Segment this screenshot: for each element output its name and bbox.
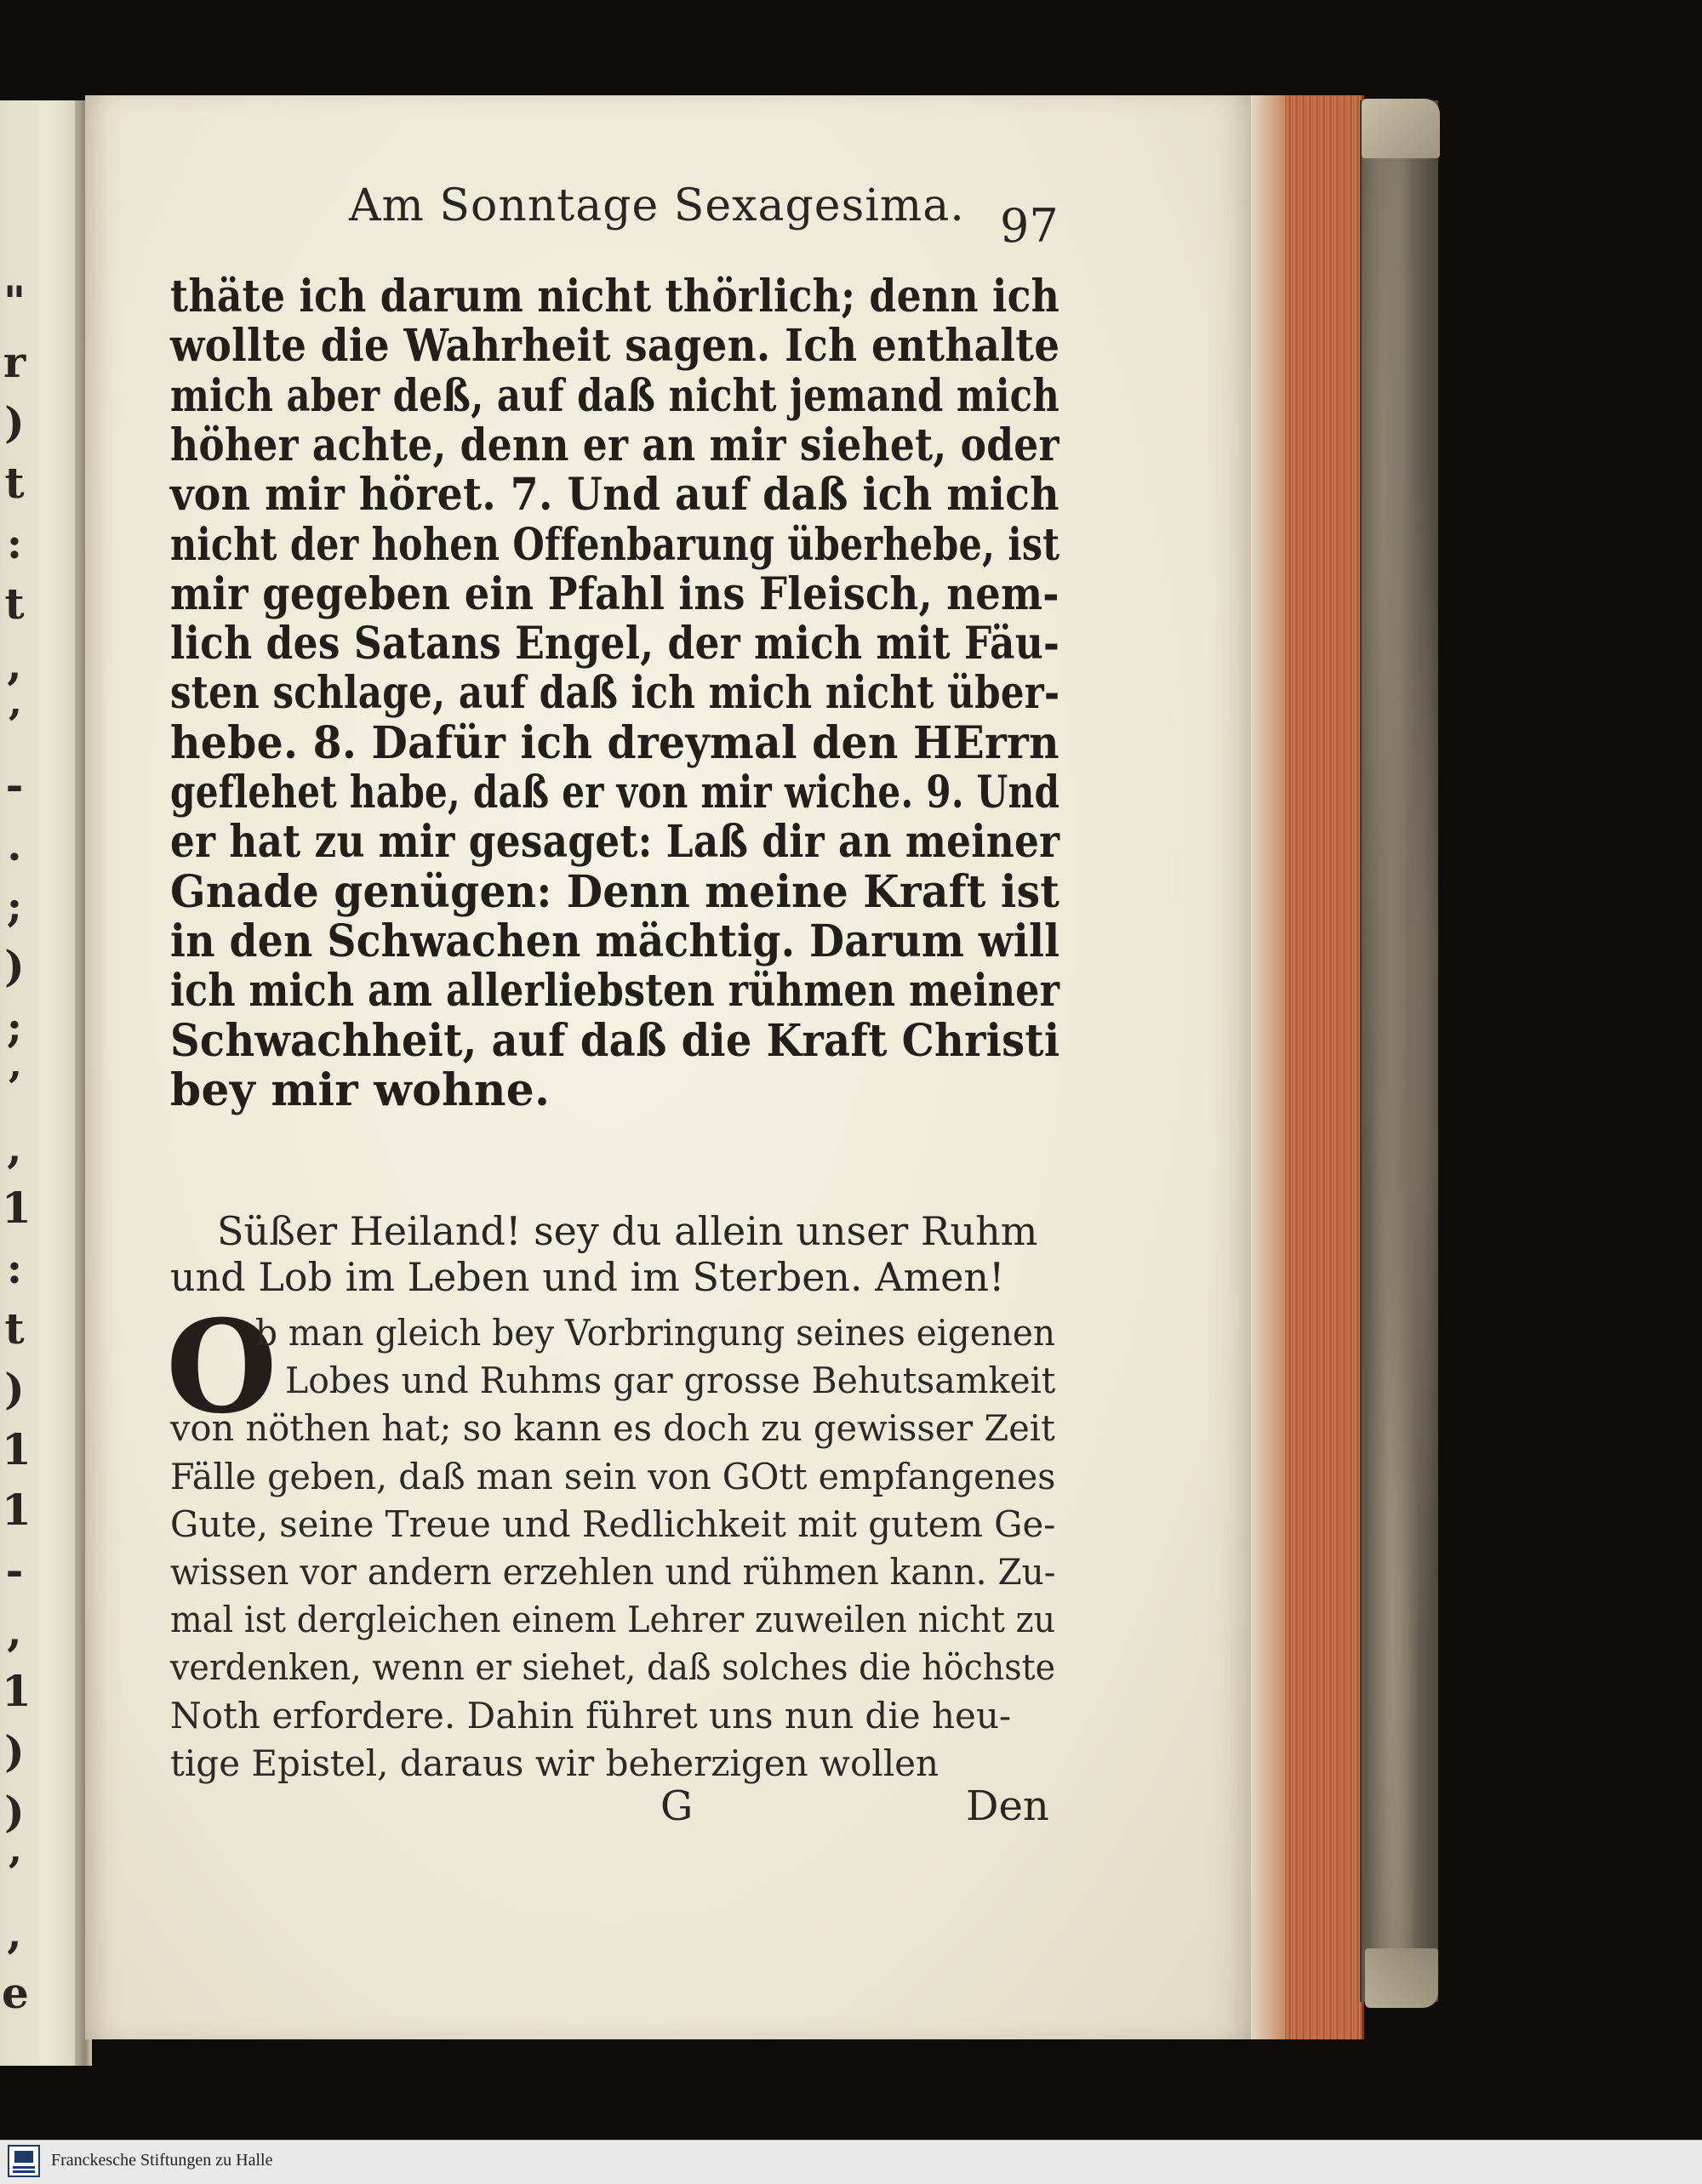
quote-line: thäte ich darum nicht thörlich; denn ich — [170, 271, 1060, 322]
left-page-fragment: 1 — [2, 1666, 31, 1716]
quote-line: von mir höret. 7. Und auf daß ich mich — [170, 469, 1059, 522]
quote-line: höher achte, denn er an mir siehet, oder — [170, 419, 1059, 471]
quote-line: nicht der hohen Offenbarung überhebe, ist — [170, 518, 1060, 571]
quote-line: Schwachheit, auf daß die Kraft Christi — [170, 1014, 1060, 1067]
left-page-fragment: : — [6, 518, 23, 568]
catchword: Den — [966, 1782, 1049, 1830]
left-page-fragment: : — [6, 1243, 23, 1293]
quote-line: in den Schwachen mächtig. Darum will — [170, 915, 1060, 967]
left-page-fragment: 1 — [2, 1183, 31, 1233]
left-page-fragment: ) — [4, 941, 25, 991]
left-page-fragment: " — [3, 277, 26, 327]
left-page-fragment: ) — [4, 1726, 25, 1776]
left-page-fragment: ; — [6, 881, 23, 931]
quote-line: bey mir wohne. — [170, 1063, 551, 1116]
body-line: Noth erfordere. Dahin führet uns nun die heu‑ — [170, 1694, 1012, 1736]
left-page-fragment: t — [4, 458, 25, 508]
body-line: Gute, seine Treue und Redlichkeit mit gutem Ge‑ — [170, 1503, 1056, 1545]
body-line: mal ist dergleichen einem Lehrer zuweilen nicht zu — [170, 1599, 1056, 1641]
left-page-fragment: ’ — [7, 1847, 22, 1897]
left-page-fragment: 1 — [2, 1424, 31, 1474]
left-page-fragment: ’ — [7, 699, 22, 750]
quote-line: hebe. 8. Dafür ich dreymal den HErrn — [170, 716, 1059, 769]
body-line: Lobes und Ruhms gar grosse Behutsamkeit — [285, 1360, 1056, 1402]
quote-line: lich des Satans Engel, der mich mit Fäu‑ — [170, 618, 1060, 670]
left-page-fragment: e — [2, 1968, 29, 2018]
marbled-cover — [1360, 100, 1438, 2002]
page-edge-highlight — [1251, 95, 1285, 2039]
left-page-fragment: t — [4, 579, 25, 629]
running-head: Am Sonntage Sexagesima. — [349, 180, 965, 231]
left-page-fragment: ) — [4, 1787, 25, 1837]
quote-line: sten schlage, auf daß ich mich nicht über‑ — [170, 667, 1060, 720]
prayer-line: und Lob im Leben und im Sterben. Amen! — [170, 1254, 1005, 1300]
body-line: von nöthen hat; so kann es doch zu gewisser Zeit — [170, 1407, 1055, 1450]
left-page-fragment: , — [7, 1605, 22, 1656]
left-page-fragment: - — [5, 760, 24, 810]
left-page-fragment: r — [3, 337, 26, 387]
quote-line: mich aber deß, auf daß nicht jemand mich — [170, 369, 1060, 422]
left-page-fragment: , — [7, 1907, 22, 1958]
left-page-fragment: - — [5, 1545, 24, 1595]
left-page-fragment: 1 — [2, 1485, 31, 1535]
body-line: wissen vor andern erzehlen und rühmen kann. Zu‑ — [170, 1551, 1056, 1593]
left-page-fragment: ; — [6, 1001, 23, 1052]
left-page-fragment: , — [7, 1122, 22, 1172]
body-line: verdenken, wenn er siehet, daß solches die höchste — [170, 1646, 1056, 1689]
quote-line: wollte die Wahrheit sagen. Ich enthalte — [170, 320, 1060, 373]
quote-line: ich mich am allerliebsten rühmen meiner — [170, 965, 1060, 1018]
body-line: tige Epistel, daraus wir beherzigen wollen — [170, 1742, 940, 1784]
cover-corner-bottom — [1365, 1948, 1438, 2008]
left-page-fragment: ) — [4, 397, 25, 448]
body-line: b man gleich bey Vorbringung seines eigenen — [255, 1312, 1055, 1354]
drop-cap: O — [166, 1292, 277, 1442]
left-page-fragment: . — [7, 820, 22, 870]
left-page-fragment: ’ — [7, 1062, 22, 1112]
signature-mark: G — [660, 1782, 694, 1830]
body-line: Fälle geben, daß man sein von GOtt empfangenes — [170, 1455, 1056, 1497]
left-page-fragment: , — [7, 639, 22, 689]
institution-logo-icon — [7, 2144, 41, 2178]
prayer-line: Süßer Heiland! sey du allein unser Ruhm — [217, 1208, 1038, 1254]
footer-institution-name: Franckesche Stiftungen zu Halle — [51, 2151, 273, 2170]
quote-line: geflehet habe, daß er von mir wiche. 9. Und — [170, 767, 1060, 818]
quote-line: mir gegeben ein Pfahl ins Fleisch, nem‑ — [170, 567, 1059, 620]
quote-line: er hat zu mir gesaget: Laß dir an meiner — [170, 816, 1060, 869]
left-page-fragment: ) — [4, 1364, 25, 1414]
left-page-fragment: t — [4, 1303, 25, 1354]
cover-corner-top — [1362, 99, 1440, 158]
page-number: 97 — [1000, 199, 1059, 253]
quote-line: Gnade genügen: Denn meine Kraft ist — [170, 865, 1060, 918]
